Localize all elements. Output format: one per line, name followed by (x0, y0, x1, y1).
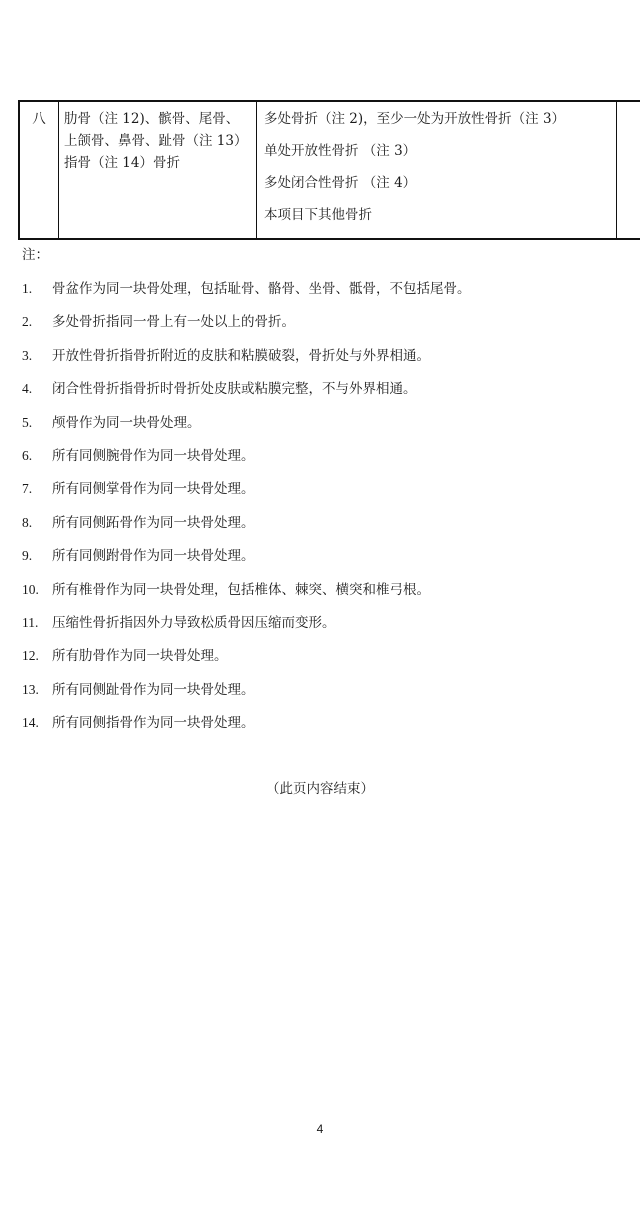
note-item (22, 345, 622, 378)
note-number: 8. (22, 514, 33, 530)
note-number: 10. (22, 581, 39, 597)
note-item (22, 679, 622, 712)
note-number: 3. (22, 347, 33, 363)
note-text: 颅骨作为同一块骨处理。 (52, 414, 201, 431)
note-item (22, 478, 622, 511)
note-text: 所有椎骨作为同一块骨处理，包括椎体、棘突、横突和椎弓根。 (52, 581, 430, 598)
note-item (22, 311, 622, 344)
condition-item: 多处骨折（注 2)，至少一处为开放性骨折（注 3） (264, 111, 566, 127)
note-number: 12. (22, 648, 39, 664)
condition-item: 本项目下其他骨折 (264, 207, 372, 223)
note-number: 4. (22, 381, 33, 397)
condition-item: 单处开放性骨折 （注 3） (264, 143, 417, 159)
note-text: 所有同侧趾骨作为同一块骨处理。 (52, 681, 255, 698)
note-number: 9. (22, 548, 33, 564)
table-divider (58, 102, 59, 238)
note-item (22, 512, 622, 545)
notes-list (22, 278, 622, 745)
note-item (22, 712, 622, 745)
note-item (22, 412, 622, 445)
note-item (22, 612, 622, 645)
note-text: 开放性骨折指骨折附近的皮肤和粘膜破裂，骨折处与外界相通。 (52, 347, 430, 364)
note-item (22, 645, 622, 678)
condition-item: 多处闭合性骨折 （注 4） (264, 175, 417, 191)
table-divider (616, 102, 617, 238)
notes-heading: 注： (22, 247, 49, 263)
note-number: 11. (22, 614, 39, 630)
note-text: 所有同侧跗骨作为同一块骨处理。 (52, 548, 255, 565)
note-item (22, 378, 622, 411)
fracture-conditions-cell (264, 108, 614, 236)
note-item (22, 278, 622, 311)
note-number: 7. (22, 481, 33, 497)
note-number: 13. (22, 681, 39, 697)
note-number: 2. (22, 314, 33, 330)
note-text: 所有同侧指骨作为同一块骨处理。 (52, 715, 255, 732)
note-text: 所有同侧掌骨作为同一块骨处理。 (52, 481, 255, 498)
note-text: 骨盆作为同一块骨处理，包括耻骨、骼骨、坐骨、骶骨，不包括尾骨。 (52, 281, 471, 297)
note-number: 5. (22, 414, 33, 430)
note-text: 所有同侧腕骨作为同一块骨处理。 (52, 447, 255, 464)
note-item (22, 445, 622, 478)
note-text: 所有肋骨作为同一块骨处理。 (52, 648, 228, 665)
fracture-grade-table (18, 100, 640, 240)
note-number: 14. (22, 715, 39, 731)
note-text: 所有同侧跖骨作为同一块骨处理。 (52, 514, 255, 531)
note-text: 压缩性骨折指因外力导致松质骨因压缩而变形。 (52, 614, 336, 631)
note-item (22, 579, 622, 612)
bone-list-cell: 肋骨（注 12)、髌骨、尾骨、上颌骨、鼻骨、趾骨（注 13）指骨（注 14）骨折 (64, 111, 248, 171)
note-item (22, 545, 622, 578)
note-text: 闭合性骨折指骨折时骨折处皮肤或粘膜完整，不与外界相通。 (52, 381, 417, 398)
end-of-page-mark: （此页内容结束） (266, 781, 374, 797)
note-number: 6. (22, 447, 33, 463)
note-number: 1. (22, 281, 33, 296)
page-number: 4 (316, 1122, 324, 1136)
note-text: 多处骨折指同一骨上有一处以上的骨折。 (52, 314, 295, 331)
grade-cell: 八 (32, 111, 46, 127)
table-divider (256, 102, 257, 238)
